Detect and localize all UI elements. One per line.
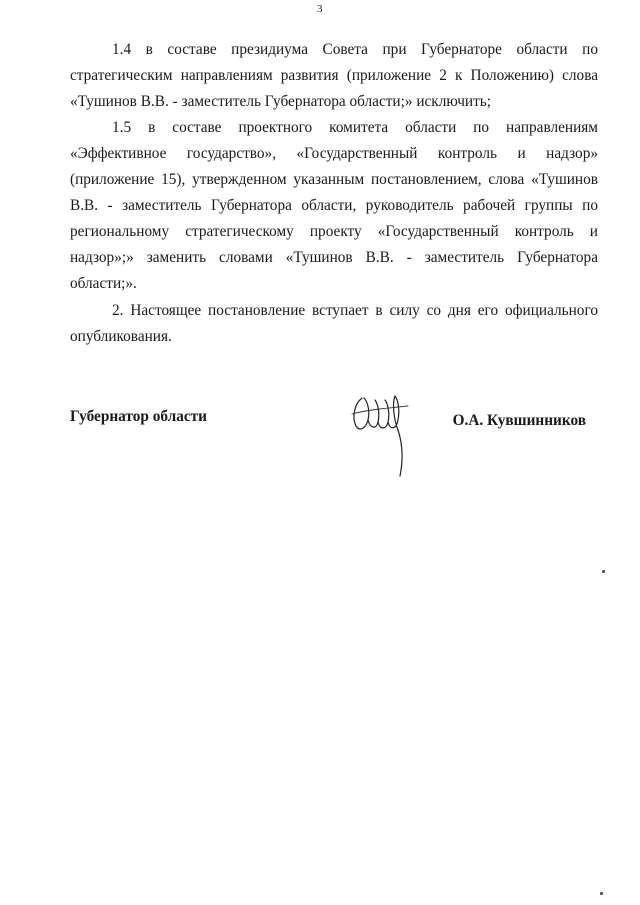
- page-number: 3: [317, 3, 323, 15]
- paragraph-2: 2. Настоящее постановление вступает в силу со дня его официального опубликования.: [70, 302, 598, 345]
- scan-speck: [600, 892, 603, 895]
- paragraph-1-4: 1.4 в составе президиума Совета при Губернаторе области по стратегическим направлениям развития (приложение 2 к Положению) слова «Тушинов В.В. - заместитель Губернатора области;» исключить;: [70, 41, 598, 110]
- paragraph-1-5: 1.5 в составе проектного комитета области по направлениям «Эффективное государство», «Государственный контроль и надзор» (приложение 15), утвержденном указанным постановлением, слова «Тушинов В.В. - заместитель Губернатора области, руководитель рабочей группы по региональному стратегическому проекту «Государственный контроль и надзор»;» заменить словами «Тушинов В.В. - заместитель Губернатора области;».: [70, 119, 598, 292]
- signatory-title: Губернатор области: [70, 408, 207, 425]
- scan-speck: [602, 570, 605, 573]
- signatory-name: О.А. Кувшинников: [452, 412, 586, 429]
- signature-block: [70, 400, 598, 490]
- handwritten-signature: [348, 390, 418, 480]
